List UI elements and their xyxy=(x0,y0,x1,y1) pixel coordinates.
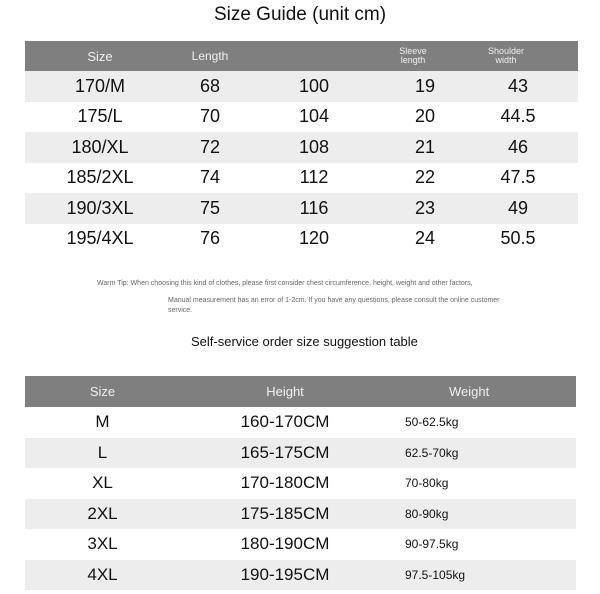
header-sleeve-line1: Sleeve xyxy=(399,46,427,56)
sleeve-cell: 23 xyxy=(414,197,436,218)
order-suggestion-header-row xyxy=(25,376,576,407)
size-cell: 3XL xyxy=(87,534,118,554)
height-cell: 160-170CM xyxy=(240,412,330,432)
weight-cell: 97.5-105kg xyxy=(405,567,466,582)
size-cell: 170/M xyxy=(74,75,126,96)
header-shoulder-width xyxy=(446,47,566,65)
header-size: Size xyxy=(89,384,116,399)
chest-cell: 120 xyxy=(298,228,330,249)
weight-cell: 80-90kg xyxy=(405,506,449,521)
size-guide-header-row xyxy=(25,41,578,71)
table-row xyxy=(25,102,578,133)
sleeve-cell: 19 xyxy=(414,75,436,96)
sleeve-cell: 20 xyxy=(414,106,436,127)
header-sleeve-line2: length xyxy=(400,55,426,65)
table-row xyxy=(25,438,576,469)
weight-cell: 70-80kg xyxy=(405,476,449,491)
shoulder-cell: 43 xyxy=(507,75,529,96)
sleeve-cell: 21 xyxy=(414,136,436,157)
length-cell: 68 xyxy=(199,75,221,96)
size-cell: 185/2XL xyxy=(66,167,134,188)
table-row xyxy=(25,468,576,499)
size-cell: 2XL xyxy=(87,503,118,523)
sleeve-cell: 22 xyxy=(414,167,436,188)
shoulder-cell: 44.5 xyxy=(500,106,536,127)
header-length: Length xyxy=(191,49,229,63)
table-row xyxy=(25,529,576,560)
chest-cell: 104 xyxy=(298,106,330,127)
height-cell: 190-195CM xyxy=(240,564,330,584)
size-cell: 195/4XL xyxy=(66,228,134,249)
length-cell: 76 xyxy=(199,228,221,249)
header-shoulder-line1: Shoulder xyxy=(487,46,525,56)
order-suggestion-table xyxy=(25,376,576,590)
sleeve-cell: 24 xyxy=(414,228,436,249)
table-row xyxy=(25,132,578,163)
size-cell: 4XL xyxy=(87,564,118,584)
height-cell: 170-180CM xyxy=(240,473,330,493)
size-cell: 180/XL xyxy=(71,136,129,157)
header-height: Height xyxy=(266,384,304,399)
shoulder-cell: 50.5 xyxy=(500,228,536,249)
warm-tip-line1: Warm Tip: When choosing this kind of clothes, please first consider chest circumference, height, weight and other factors, xyxy=(97,280,473,287)
height-cell: 175-185CM xyxy=(240,503,330,523)
length-cell: 72 xyxy=(199,136,221,157)
header-sleeve-length xyxy=(383,47,443,65)
page-title: Size Guide (unit cm) xyxy=(213,4,387,25)
weight-cell: 90-97.5kg xyxy=(405,537,459,552)
weight-cell: 50-62.5kg xyxy=(405,415,459,430)
header-size: Size xyxy=(87,48,113,64)
height-cell: 180-190CM xyxy=(240,534,330,554)
chest-cell: 112 xyxy=(299,167,329,188)
shoulder-cell: 46 xyxy=(507,136,529,157)
header-shoulder-line2: width xyxy=(495,55,517,65)
size-cell: 190/3XL xyxy=(66,197,134,218)
table-row xyxy=(25,560,576,591)
table-row xyxy=(25,71,578,102)
size-cell: M xyxy=(95,412,110,432)
length-cell: 70 xyxy=(199,106,221,127)
table-row xyxy=(25,193,578,224)
size-guide-table xyxy=(25,41,578,254)
length-cell: 74 xyxy=(199,167,221,188)
weight-cell: 62.5-70kg xyxy=(405,445,459,460)
header-weight: Weight xyxy=(449,384,490,399)
height-cell: 165-175CM xyxy=(240,442,330,462)
shoulder-cell: 47.5 xyxy=(500,167,536,188)
table-row xyxy=(25,224,578,255)
length-cell: 75 xyxy=(199,197,221,218)
suggestion-table-title: Self-service order size suggestion table xyxy=(191,334,418,349)
size-cell: XL xyxy=(92,473,113,493)
warm-tip-line2: Manual measurement has an error of 1-2cm. If you have any questions, please consult the online customer service. xyxy=(168,297,500,314)
size-cell: L xyxy=(97,442,108,462)
table-row xyxy=(25,163,578,194)
shoulder-cell: 49 xyxy=(507,197,529,218)
chest-cell: 108 xyxy=(298,136,330,157)
chest-cell: 116 xyxy=(299,197,329,218)
table-row xyxy=(25,407,576,438)
size-cell: 175/L xyxy=(77,106,123,127)
chest-cell: 100 xyxy=(298,75,330,96)
table-row xyxy=(25,499,576,530)
